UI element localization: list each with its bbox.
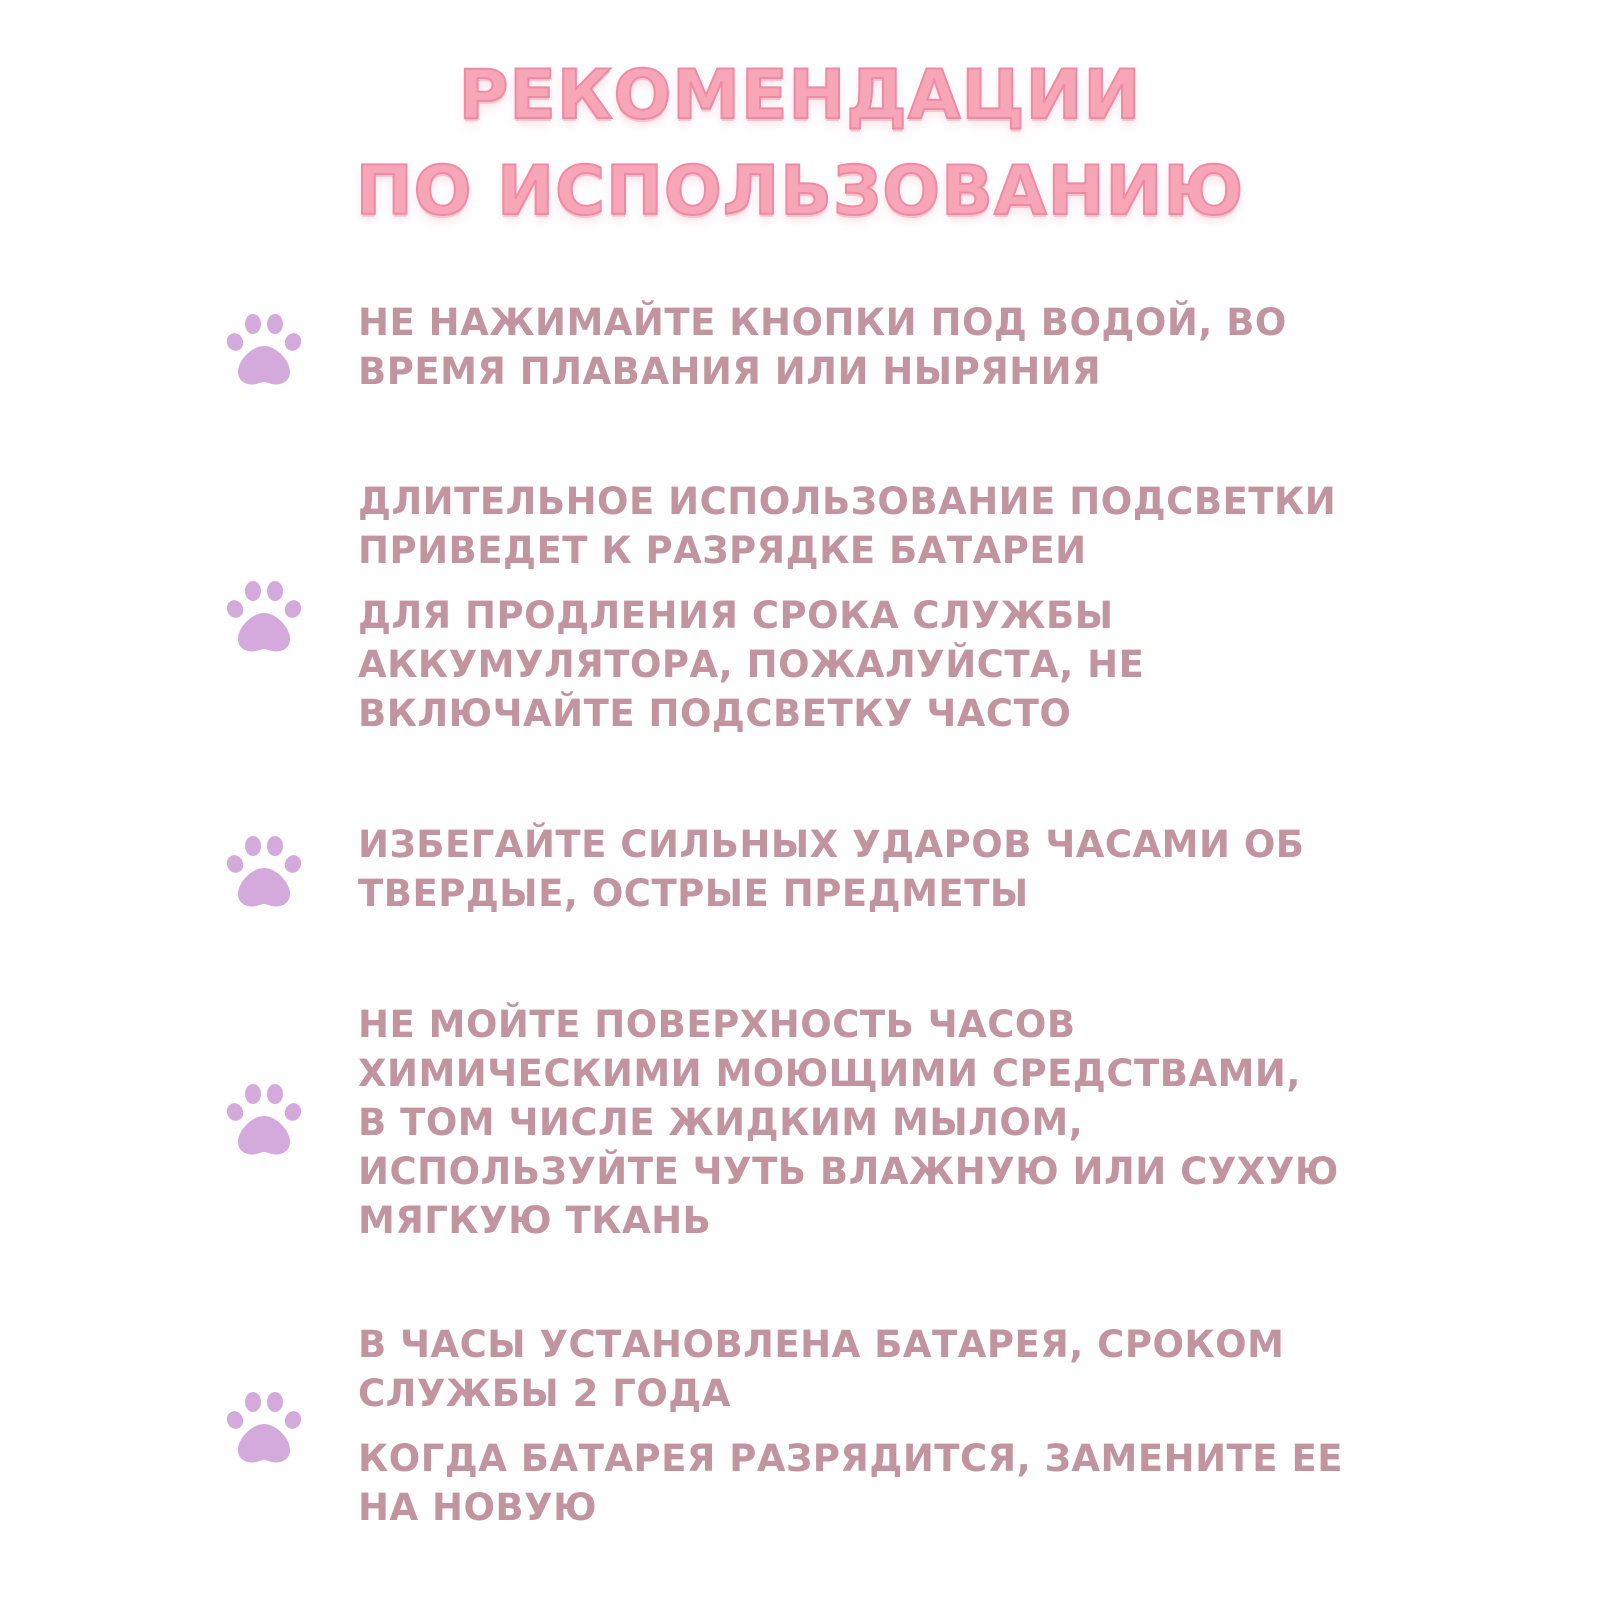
recommendation-text-4	[358, 1000, 1378, 1245]
recommendation-text-5	[358, 1320, 1378, 1532]
paw-icon	[224, 310, 304, 390]
recommendation-paragraph: НЕ НАЖИМАЙТЕ КНОПКИ ПОД ВОДОЙ, ВО ВРЕМЯ ПЛАВАНИЯ ИЛИ НЫРЯНИЯ	[358, 301, 1287, 393]
page-title-line-2: ПО ИСПОЛЬЗОВАНИЮ	[355, 152, 1245, 231]
paw-icon	[224, 832, 304, 912]
recommendation-paragraph: КОГДА БАТАРЕЯ РАЗРЯДИТСЯ, ЗАМЕНИТЕ ЕЕ НА НОВУЮ	[358, 1437, 1343, 1529]
paw-icon	[224, 1388, 304, 1468]
recommendation-paragraph: В ЧАСЫ УСТАНОВЛЕНА БАТАРЕЯ, СРОКОМ СЛУЖБЫ 2 ГОДА	[358, 1323, 1285, 1415]
page-title-line-1: РЕКОМЕНДАЦИИ	[458, 56, 1142, 135]
recommendation-paragraph: ДЛИТЕЛЬНОЕ ИСПОЛЬЗОВАНИЕ ПОДСВЕТКИ ПРИВЕДЕТ К РАЗРЯДКЕ БАТАРЕИ	[358, 480, 1337, 572]
paw-icon	[224, 577, 304, 657]
paw-icon	[224, 1080, 304, 1160]
recommendation-paragraph: ДЛЯ ПРОДЛЕНИЯ СРОКА СЛУЖБЫ АККУМУЛЯТОРА, ПОЖАЛУЙСТА, НЕ ВКЛЮЧАЙТЕ ПОДСВЕТКУ ЧАСТО	[358, 594, 1145, 735]
recommendation-text-2	[358, 477, 1378, 738]
recommendation-text-3	[358, 820, 1378, 918]
recommendation-text-1	[358, 298, 1378, 396]
recommendation-paragraph: НЕ МОЙТЕ ПОВЕРХНОСТЬ ЧАСОВ ХИМИЧЕСКИМИ МОЮЩИМИ СРЕДСТВАМИ, В ТОМ ЧИСЛЕ ЖИДКИМ МЫЛОМ, ИСПОЛЬЗУЙТЕ ЧУТЬ ВЛАЖНУЮ ИЛИ СУХУЮ МЯГКУЮ ТКАНЬ	[358, 1003, 1339, 1242]
recommendation-paragraph: ИЗБЕГАЙТЕ СИЛЬНЫХ УДАРОВ ЧАСАМИ ОБ ТВЕРДЫЕ, ОСТРЫЕ ПРЕДМЕТЫ	[358, 823, 1305, 915]
